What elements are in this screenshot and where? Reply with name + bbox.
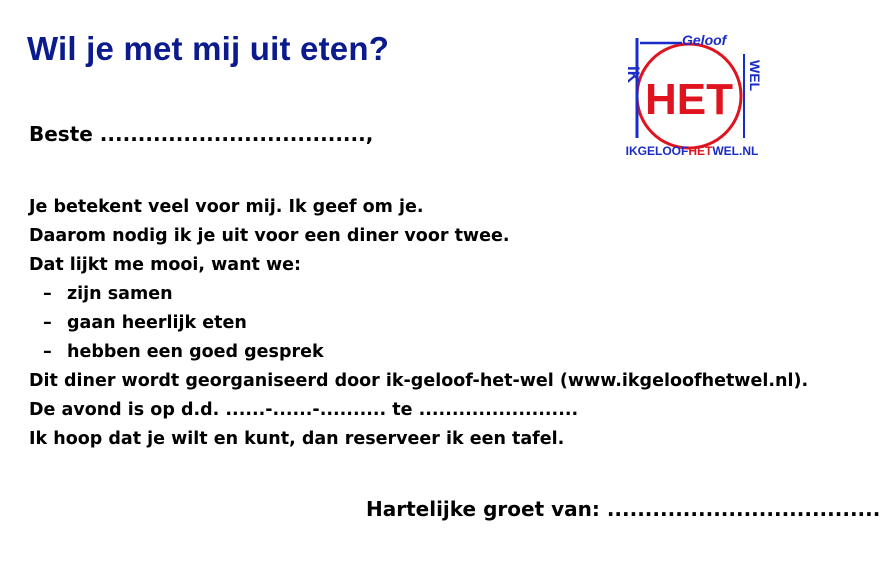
bullet-text: hebben een goed gesprek xyxy=(67,342,324,362)
bullet-dash: – xyxy=(43,313,52,333)
bullet-text: gaan heerlijk eten xyxy=(67,313,247,333)
logo-center-word: HET xyxy=(645,75,733,124)
signoff-line: Hartelijke groet van: .................................... xyxy=(366,497,880,521)
bullet-item xyxy=(29,309,808,338)
bullet-item xyxy=(29,280,808,309)
logo-right-letters: WEL xyxy=(747,60,763,92)
logo-left-letters: IK xyxy=(624,66,643,83)
body-line-1: Je betekent veel voor mij. Ik geef om je. xyxy=(29,197,424,217)
bullet-dash: – xyxy=(43,342,52,362)
bullet-dash: – xyxy=(43,284,52,304)
body-line-6: Ik hoop dat je wilt en kunt, dan reserveer ik een tafel. xyxy=(29,429,565,449)
salutation-line: Beste ..................................., xyxy=(29,122,374,146)
logo-caption-part3: WEL.NL xyxy=(712,144,759,158)
bullet-text: zijn samen xyxy=(67,284,173,304)
body-line-2: Daarom nodig ik je uit voor een diner voor twee. xyxy=(29,226,510,246)
body-line-4: Dit diner wordt georganiseerd door ik-geloof-het-wel (www.ikgeloofhetwel.nl). xyxy=(29,371,809,391)
logo-caption-part2: HET xyxy=(688,144,713,158)
body-line-5: De avond is op d.d. ......-......-.......... te ........................ xyxy=(29,400,579,420)
logo-caption xyxy=(626,144,759,158)
letter-body xyxy=(29,193,808,454)
logo-caption-part1: IKGELOOF xyxy=(625,144,689,158)
bullet-item xyxy=(29,338,808,367)
logo-top-word: Geloof xyxy=(682,32,727,48)
logo-graphic xyxy=(622,32,762,156)
page-title: Wil je met mij uit eten? xyxy=(27,30,390,67)
body-line-3: Dat lijkt me mooi, want we: xyxy=(29,255,302,275)
ikgeloofhetwel-logo xyxy=(622,32,762,156)
